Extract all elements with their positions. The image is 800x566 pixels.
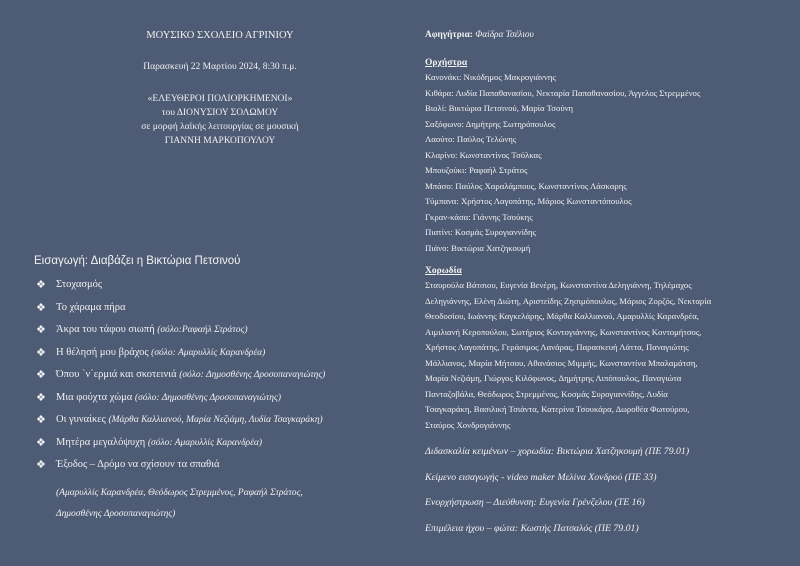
final-soloists-line: Δημοσθένης Δροσοπαναγιώτης) — [56, 509, 176, 519]
soloist: (σόλο: Αμαρυλλίς Καρανδρέα) — [151, 347, 266, 358]
soloist: (σόλο:Ραφαήλ Στράτος) — [157, 325, 248, 335]
narrator-name: Φαίδρα Τσέλιου — [475, 30, 534, 40]
choir-line: Σταύρος Χονδρογιάννης — [425, 419, 511, 430]
orchestra-member: Μπάσο: Παύλος Χαραλάμπους, Κωνσταντίνος Λάσκαρης — [425, 180, 627, 191]
author-line: του ΔΙΟΝΥΣΙΟΥ ΣΟΛΩΜΟΥ — [161, 108, 279, 118]
program-item: ❖ Μια φούχτα χώμα (σόλο: Δημοσθένης Δροσοπαναγιώτης) — [36, 387, 396, 410]
orchestra-member: Βιολί: Βικτώρια Πετσινού, Μαρία Τσούνη — [425, 103, 574, 113]
choir-line: Τσαγκαράκη, Βασιλική Τσιάντα, Κατερίνα Τσουκάρα, Δωροθέα Φωτούρου, — [425, 404, 690, 414]
composer-name: ΓΙΑΝΝΗ ΜΑΡΚΟΠΟΥΛΟΥ — [164, 136, 276, 146]
program-item: ❖ Η θέλησή μου βράχος (σόλο: Αμαρυλλίς Καρανδρέα) — [36, 342, 396, 365]
diamond-bullet-icon: ❖ — [36, 436, 46, 449]
credits-list — [425, 439, 785, 541]
orchestra-member: Πιατίνι: Κοσμάς Συρογιαννίδης — [425, 227, 536, 237]
choir-line: Αιμιλιανή Κεροπούλου, Σωτήριος Κοντογιάννης, Κωνσταντίνος Κοντομήτσος, — [425, 326, 702, 337]
orchestra-member: Κλαρίνο: Κωνσταντίνος Τσόλκας — [425, 149, 542, 160]
narrator-line — [425, 30, 785, 40]
orchestra-heading: Ορχήστρα — [425, 58, 468, 68]
final-soloists — [56, 483, 386, 525]
diamond-bullet-icon: ❖ — [36, 414, 46, 426]
program-item: ❖ Οι γυναίκες (Μάρθα Καλλιανού, Μαρία Νεζιάμη, Λυδία Τσαγκαράκη) — [36, 409, 396, 432]
choir-line: Πανταζοβάλα, Θεόδωρος Στρεμμένος, Κοσμάς Συρογιαννίδης, Λυδία — [425, 388, 668, 399]
orchestra-member: Τύμπανα: Χρήστος Λαγοπάτης, Μάριος Κωνσταντόπουλος — [425, 196, 632, 206]
diamond-bullet-icon: ❖ — [36, 324, 46, 336]
orchestra-member: Κανονάκι: Νικόδημος Μακρογιάννης — [425, 72, 556, 82]
credit-line: Διδασκαλία κειμένων – χορωδία: Βικτώρια Χατζηκουμή (ΠΕ 79.01) — [425, 446, 690, 457]
soloist: (Μάρθα Καλλιανού, Μαρία Νεζιάμη, Λυδία Τσαγκαράκη) — [108, 415, 323, 425]
orchestra-member: Λαούτο: Παύλος Τελώνης — [425, 134, 517, 144]
form-line: σε μορφή λαϊκής λειτουργίας σε μουσική — [141, 122, 299, 132]
choir-line: Χρήστος Λαγοπάτης, Γεράσιμος Λανάρας, Παρασκευή Λάττα, Παναγιώτης — [425, 342, 689, 352]
choir-line: Μαρία Νεζιάμη, Γιώργος Κιλόφωνος, Δημήτρης Λιπόπουλος, Παναγιώτα — [425, 373, 682, 383]
credit-line: Επιμέλεια ήχου – φώτα: Κωστής Πατσαλός (ΠΕ 79.01) — [425, 522, 639, 534]
orchestra-member: Μπουζούκι: Ραφαήλ Στράτος — [425, 165, 528, 175]
diamond-bullet-icon: ❖ — [36, 279, 46, 291]
soloist: (σόλο: Δημοσθένης Δροσοπαναγιώτης) — [134, 392, 282, 403]
program-item: ❖ Έξοδος – Δρόμο να σχίσουν τα σπαθιά — [36, 454, 396, 477]
orchestra-member: Σαξόφωνο: Δημήτρης Σωτηρόπουλος — [425, 118, 556, 129]
choir-line: Θεοδοσίου, Ιωάννης Καγκελάρης, Μάρθα Καλλιανού, Αμαρυλλίς Καρανδρέα, — [425, 311, 699, 321]
choir-line: Δεληγιάννης, Ελένη Διώτη, Αριστείδης Ζησιμόπουλος, Μάριος Ζορζός, Νεκταρία — [425, 295, 712, 306]
orchestra-list — [425, 70, 785, 256]
diamond-bullet-icon: ❖ — [36, 459, 46, 471]
diamond-bullet-icon: ❖ — [36, 391, 46, 404]
program-item: ❖ Όπου `ν΄ερμιά και σκοτεινιά (σόλο: Δημοσθένης Δροσοπαναγιώτης) — [36, 364, 396, 387]
credit-line: Ενορχήστρωση – Διεύθυνση: Ευγενία Γρένζελου (ΤΕ 16) — [425, 497, 645, 508]
credit-line: Κείμενο εισαγωγής - video maker Μελίνα Χονδρού (ΠΕ 33) — [425, 471, 657, 483]
choir-heading: Χορωδία — [425, 266, 462, 276]
program-list — [36, 274, 396, 477]
choir-line: Σταυρούλα Βάτσιου, Ευγενία Βενέρη, Κωνσταντίνα Δεληγιάννη, Τηλέμαχος — [425, 280, 692, 290]
diamond-bullet-icon: ❖ — [36, 346, 46, 359]
program-item: ❖ Στοχασμός — [36, 274, 396, 297]
soloist: (σόλο: Δημοσθένης Δροσοπαναγιώτης) — [179, 370, 326, 380]
intro-line: Εισαγωγή: Διαβάζει η Βικτώρια Πετσινού — [34, 255, 241, 267]
program-item: ❖ Άκρα του τάφου σιωπή (σόλο:Ραφαήλ Στράτος) — [36, 319, 396, 342]
choir-list — [425, 278, 785, 433]
orchestra-member: Γκραν-κάσα: Γιάννης Τσούκης — [425, 211, 533, 222]
choir-line: Μάλλιανος, Μαρία Μήτσου, Αθανάσιος Μιμμής, Κωνσταντίνα Μπαλαμάτση, — [425, 357, 698, 368]
orchestra-member: Κιθάρα: Λυδία Παπαθανασίου, Νεκταρία Παπαθανασίου, Άγγελος Στρεμμένος — [425, 87, 701, 98]
orchestra-member: Πιάνο: Βικτώρια Χατζηκουμή — [425, 242, 531, 253]
narrator-label: Αφηγήτρια: — [425, 30, 473, 40]
program-item: ❖ Μητέρα μεγαλόψυχη (σόλο: Αμαρυλλίς Καρανδρέα) — [36, 432, 396, 455]
school-name: ΜΟΥΣΙΚΟ ΣΧΟΛΕΙΟ ΑΓΡΙΝΙΟΥ — [146, 30, 294, 41]
soloist: (σόλο: Αμαρυλλίς Καρανδρέα) — [147, 437, 262, 448]
final-soloists-line: (Αμαρυλλίς Καρανδρέα, Θεόδωρος Στρεμμένος, Ραφαήλ Στράτος, — [56, 488, 303, 498]
diamond-bullet-icon: ❖ — [36, 301, 46, 314]
work-title: «ΕΛΕΥΘΕΡΟΙ ΠΟΛΙΟΡΚΗΜΕΝΟΙ» — [147, 94, 293, 104]
diamond-bullet-icon: ❖ — [36, 369, 46, 381]
event-date: Παρασκευή 22 Μαρτίου 2024, 8:30 π.μ. — [143, 62, 297, 72]
program-item: ❖ Το χάραμα πήρα — [36, 297, 396, 320]
